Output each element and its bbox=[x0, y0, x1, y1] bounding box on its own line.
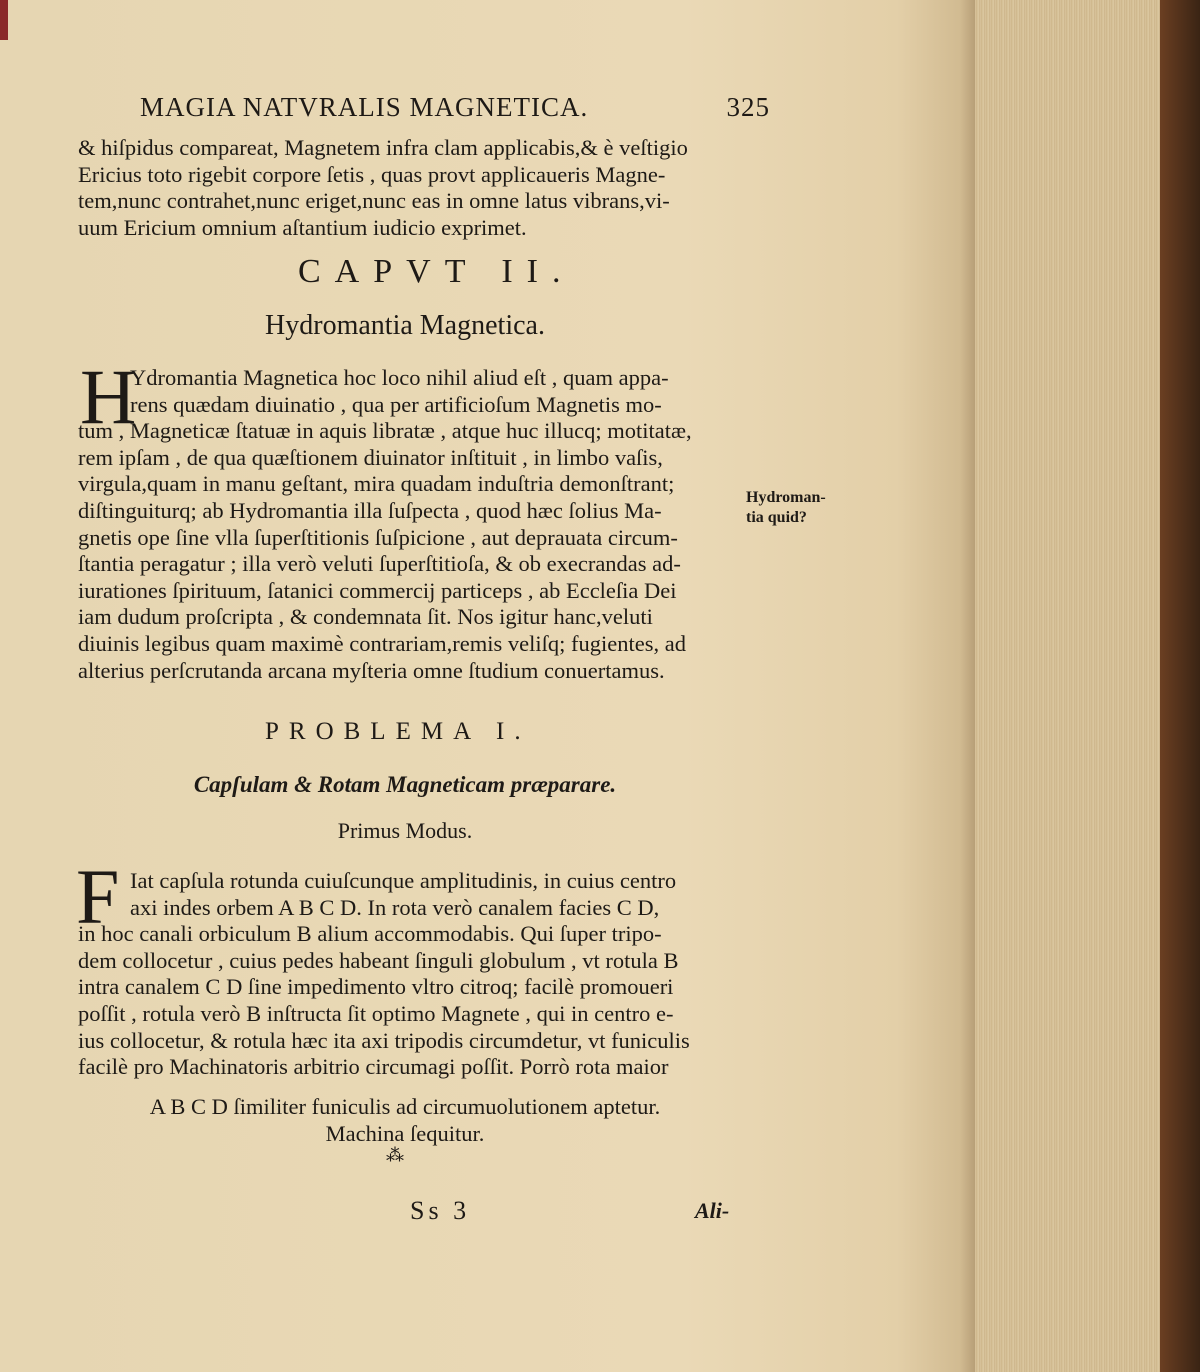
machina-caption: Machina ſequitur. bbox=[325, 1121, 485, 1146]
chapter-heading: CAPVT II. bbox=[298, 253, 575, 290]
text-line: intra canalem C D ſine impedimento vltro citroq; facilè promoueri bbox=[78, 974, 674, 1000]
text-line: tem,nunc contrahet,nunc eriget,nunc eas in omne latus vibrans,vi- bbox=[78, 188, 670, 214]
text-line: tum , Magneticæ ſtatuæ in aquis libratæ , atque huc illucq; motitatæ, bbox=[78, 418, 692, 444]
text-line: axi indes orbem A B C D. In rota verò canalem facies C D, bbox=[130, 894, 660, 920]
text-line: ius collocetur, & rotula hæc ita axi tripodis circumdetur, vt funiculis bbox=[78, 1027, 690, 1053]
method-heading: Primus Modus. bbox=[337, 818, 473, 843]
opening-paragraph bbox=[78, 135, 758, 241]
margin-note-line: Hydroman- bbox=[746, 489, 826, 506]
text-line: Ydromantia Magnetica hoc loco nihil aliud eſt , quam appa- bbox=[130, 365, 669, 390]
section-title: Hydromantia Magnetica. bbox=[265, 310, 545, 341]
binding-edge bbox=[0, 0, 8, 40]
running-head bbox=[140, 92, 770, 123]
text-line: virgula,quam in manu geſtant, mira quadam induſtria demonſtrant; bbox=[78, 471, 675, 497]
text-line: Ericius toto rigebit corpore ſetis , quas provt applicaueris Magne- bbox=[78, 161, 666, 187]
page-number: 325 bbox=[726, 92, 770, 122]
catchword: Ali- bbox=[695, 1198, 730, 1223]
text-line: facilè pro Machinatoris arbitrio circumagi poſſit. Porrò rota maior bbox=[78, 1054, 669, 1080]
text-line: iam dudum proſcripta , & condemnata ſit. Nos igitur hanc,veluti bbox=[78, 604, 653, 630]
text-line: poſſit , rotula verò B inſtructa ſit optimo Magnete , qui in centro e- bbox=[78, 1000, 674, 1026]
text-line: uum Ericium omnium aſtantium iudicio exprimet. bbox=[78, 214, 527, 240]
text-line: gnetis ope ſine vlla ſuperſtitionis ſuſpicione , aut deprauata circum- bbox=[78, 524, 678, 550]
text-line: alterius perſcrutanda arcana myſteria omne ſtudium conuertamus. bbox=[78, 657, 665, 683]
text-line: Iat capſula rotunda cuiuſcunque amplitudinis, in cuius centro bbox=[130, 868, 677, 893]
asterism-ornament: ⁂ bbox=[386, 1145, 408, 1165]
running-title: MAGIA NATVRALIS MAGNETICA. bbox=[140, 92, 589, 122]
text-line: in hoc canali orbiculum B alium accommodabis. Qui ſuper tripo- bbox=[78, 921, 662, 947]
text-line: diuinis legibus quam maximè contrariam,remis veliſq; fugientes, ad bbox=[78, 630, 686, 656]
text-line: ſtantia peragatur ; illa verò veluti ſuperſtitioſa, & ob execrandas ad- bbox=[78, 551, 681, 577]
problem-title: Capſulam & Rotam Magneticam præparare. bbox=[193, 772, 617, 797]
book-fore-edge bbox=[975, 0, 1200, 1372]
drop-cap-h: H bbox=[80, 353, 137, 440]
drop-cap-f: F bbox=[76, 853, 120, 940]
method-paragraph bbox=[78, 868, 758, 1081]
closing-line: A B C D ſimiliter funiculis ad circumuolutionem aptetur. bbox=[149, 1094, 661, 1119]
hydromantia-paragraph bbox=[78, 365, 758, 684]
text-line: dem collocetur , cuius pedes habeant ſinguli globulum , vt rotula B bbox=[78, 947, 679, 973]
text-line: rem ipſam , de qua quæſtionem diuinator inſtituit , in limbo vaſis, bbox=[78, 444, 663, 470]
signature-mark: Ss 3 bbox=[410, 1196, 471, 1225]
text-line: iurationes ſpirituum, ſatanici commercij particeps , ab Eccleſia Dei bbox=[78, 577, 677, 603]
problem-heading: PROBLEMA I. bbox=[265, 718, 531, 745]
margin-note-line: tia quid? bbox=[746, 509, 807, 526]
text-line: & hiſpidus compareat, Magnetem infra clam applicabis,& è veſtigio bbox=[78, 135, 688, 160]
margin-note bbox=[746, 488, 826, 528]
text-line: rens quædam diuinatio , qua per artificioſum Magnetis mo- bbox=[130, 391, 662, 417]
text-line: diſtinguiturq; ab Hydromantia illa ſuſpecta , quod hæc ſolius Ma- bbox=[78, 497, 662, 523]
